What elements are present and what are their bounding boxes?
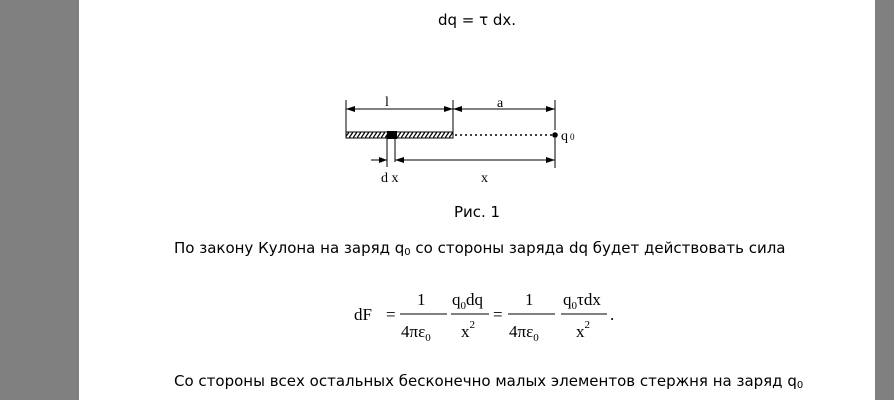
formula-period: .	[610, 305, 615, 324]
document-page	[79, 0, 875, 400]
formula-num3: 1	[525, 290, 534, 309]
formula-equals-1: =	[386, 305, 396, 324]
equation-dq	[79, 13, 875, 28]
point-charge-q0	[552, 132, 558, 138]
arrowhead-x-left	[395, 157, 404, 163]
paragraph-coulomb-before: По закону Кулона на заряд q	[174, 239, 405, 257]
arrowhead-dx	[379, 157, 387, 163]
formula-num1: 1	[417, 290, 426, 309]
paragraph-coulomb	[174, 241, 786, 256]
label-l: l	[385, 95, 389, 110]
formula-num4: $q_0\tau dx$	[563, 290, 601, 312]
formula-num2: $q_0dq$	[452, 290, 483, 312]
formula-equals-2: =	[493, 305, 503, 324]
formula-den3: $4\pi\varepsilon_0$	[509, 322, 539, 344]
paragraph-coulomb-sub: 0	[404, 247, 411, 258]
arrowhead-l-right	[444, 106, 453, 112]
paragraph-other-elements-sub: 0	[796, 380, 804, 391]
arrowhead-x-right	[546, 157, 555, 163]
figure-caption: Рис. 1	[453, 203, 501, 221]
formula-den4: $x^2$	[576, 319, 590, 341]
paragraph-other-elements	[174, 374, 803, 389]
label-q0: q 0	[561, 129, 575, 144]
paragraph-coulomb-after: со стороны заряда dq будет действовать сила	[410, 239, 786, 257]
arrowhead-a-right	[546, 106, 555, 112]
charged-rod	[346, 132, 453, 138]
formula-lhs: dF	[354, 305, 372, 324]
label-x: x	[481, 171, 488, 186]
label-dx: d x	[381, 171, 399, 186]
figure-rod-diagram	[329, 90, 629, 200]
coulomb-force-formula	[349, 280, 629, 350]
formula-den2: $x^2$	[461, 319, 475, 341]
formula-den1: $4\pi\varepsilon_0$	[401, 322, 431, 344]
arrowhead-a-left	[453, 106, 462, 112]
label-a: a	[497, 96, 504, 111]
equation-dq-text: dq = τ dx.	[437, 11, 517, 29]
paragraph-other-elements-before: Со стороны всех остальных бесконечно малых элементов стержня на заряд q	[174, 372, 797, 390]
arrowhead-l-left	[346, 106, 355, 112]
